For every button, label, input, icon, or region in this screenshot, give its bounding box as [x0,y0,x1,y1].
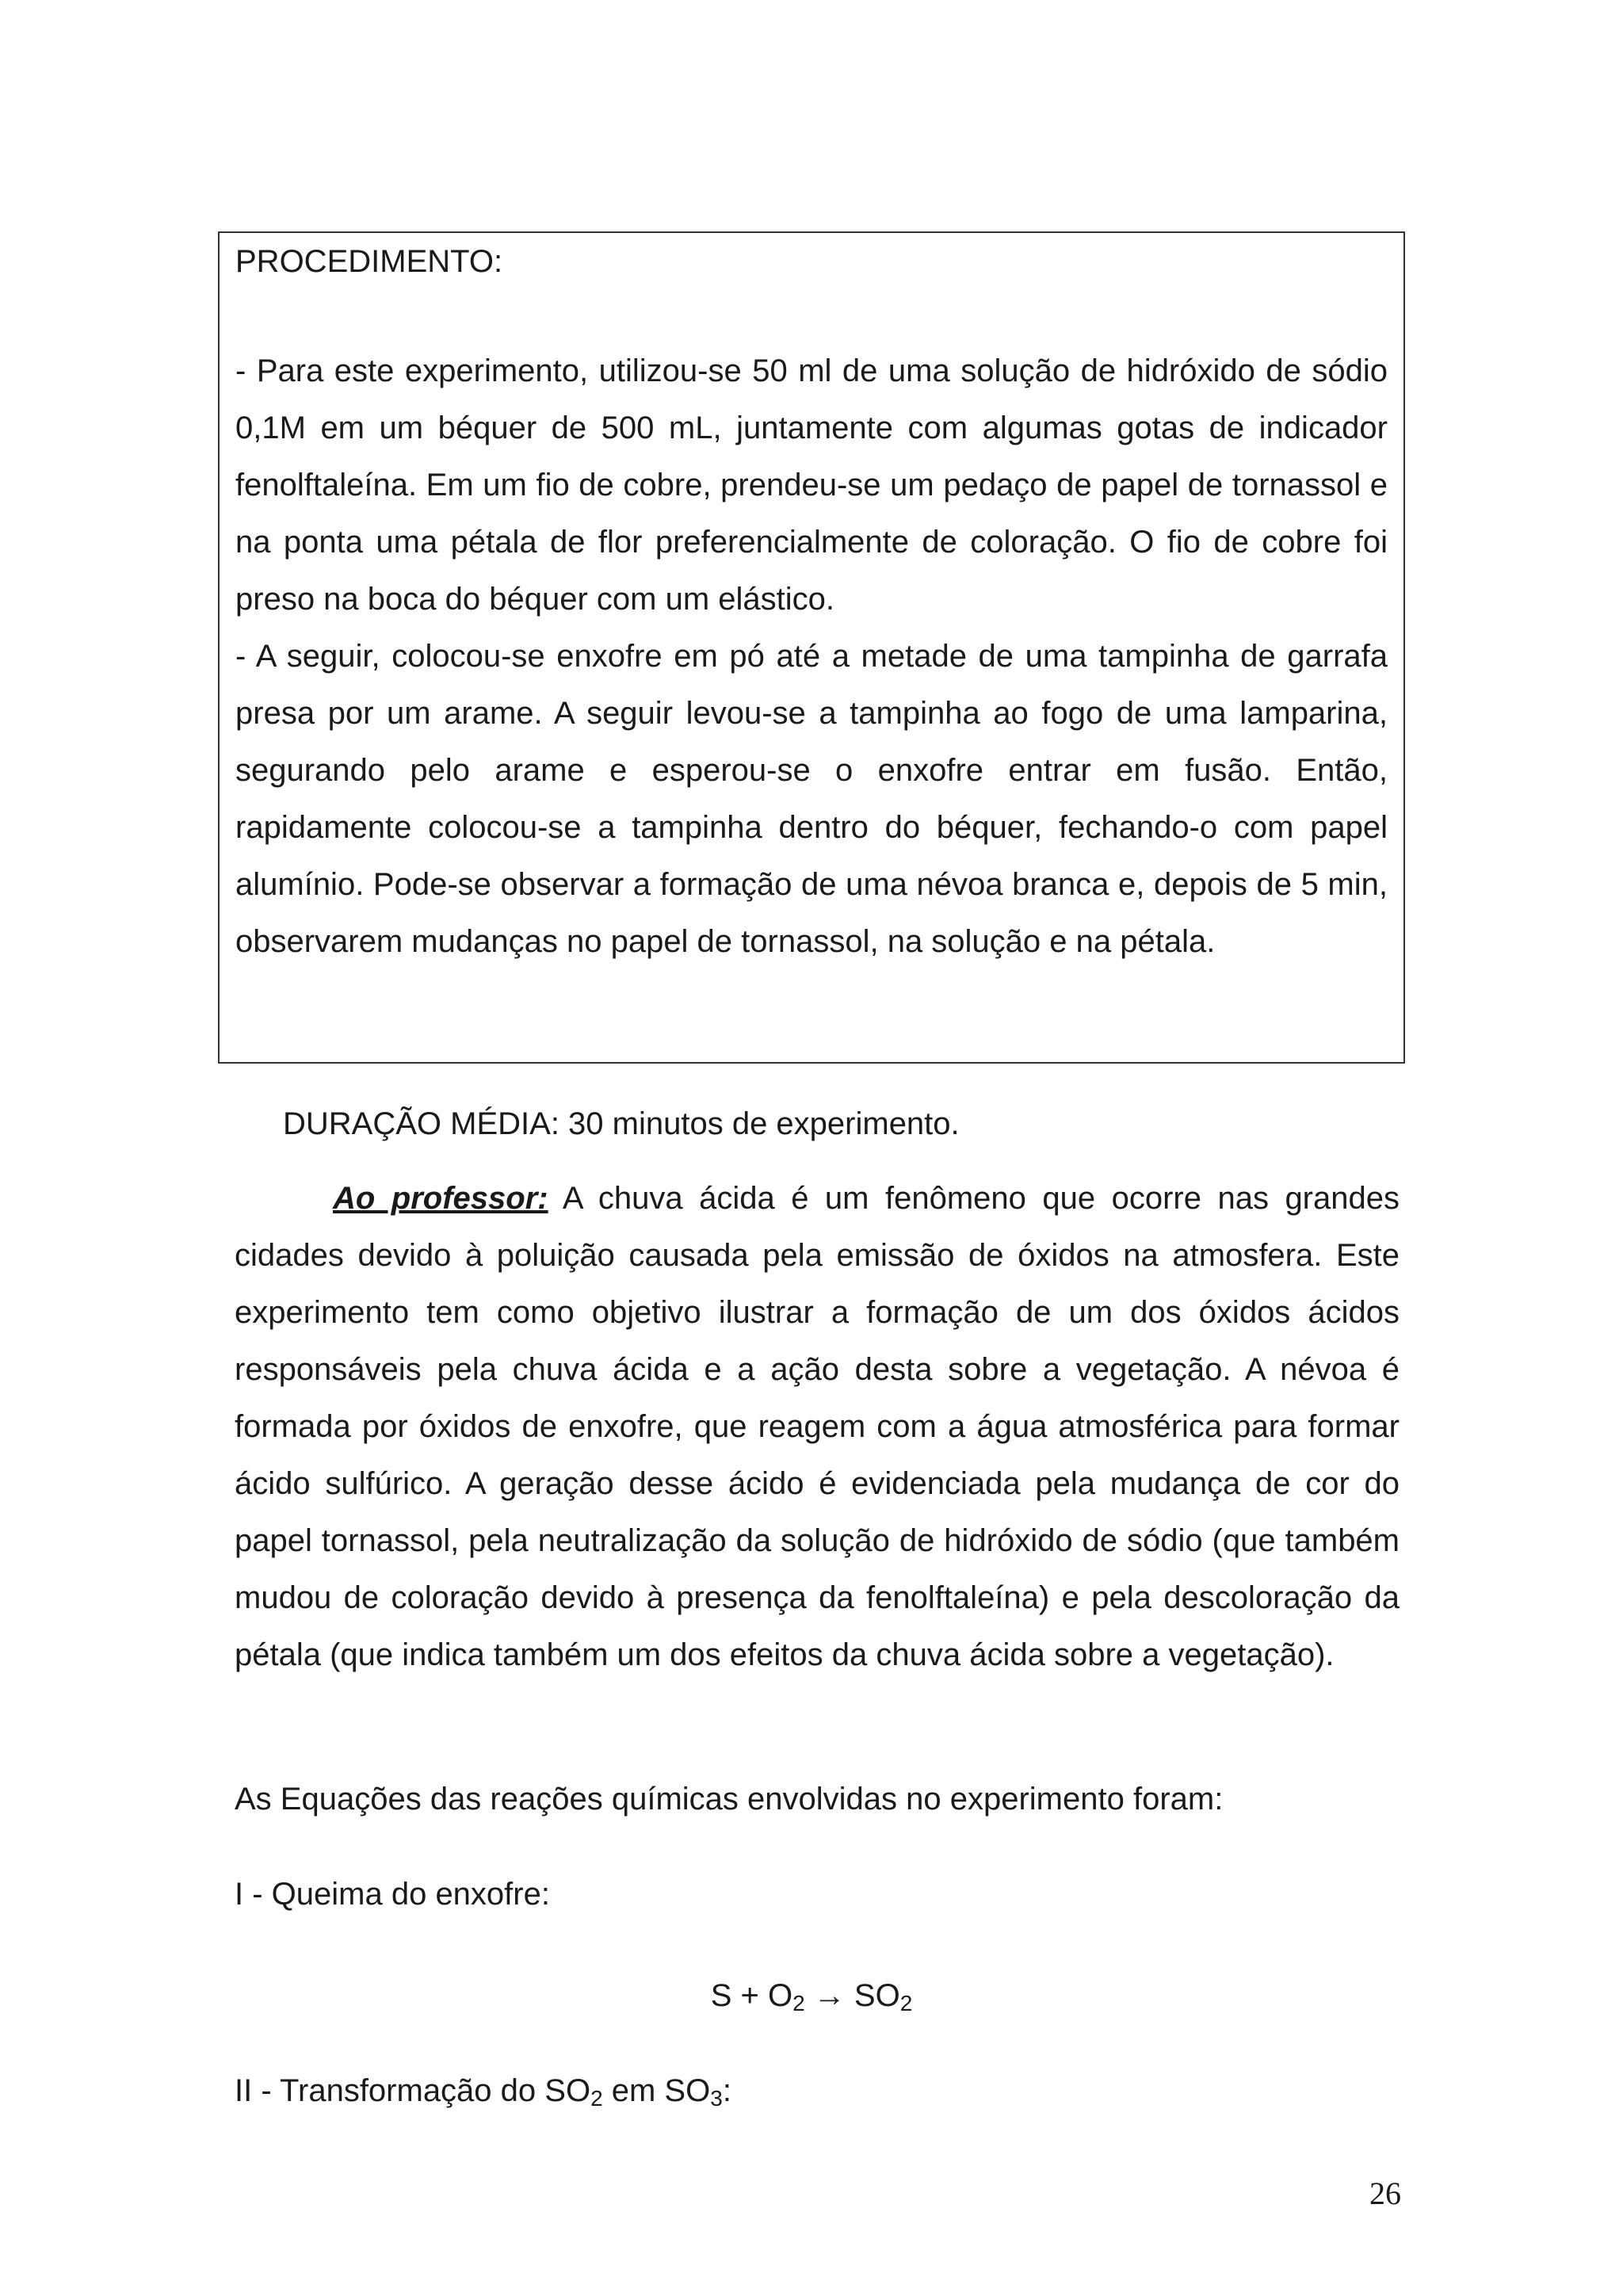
step-1-label: I - Queima do enxofre: [235,1877,550,1912]
step-2-label [235,2062,731,2119]
step-2-label-part: : [722,2073,731,2108]
procedure-paragraph-1: - Para este experimento, utilizou-se 50 ml de uma solução de hidróxido de sódio 0,1M em um béquer de 500 mL, juntamente com algumas gotas de indicador fenolftaleína. Em um fio de cobre, prendeu-se um pedaço de papel de tornassol e na ponta uma pétala de flor preferencialmente de coloração. O fio de cobre foi preso na boca do béquer com um elástico. [235,353,1388,617]
teacher-note-label: Ao professor: [333,1181,548,1216]
step-2-label-part: em SO [602,2073,711,2108]
equation-sulfur-burning [0,1967,1623,2024]
teacher-note [235,1170,1400,1683]
step-2-subscript: 3 [710,2086,723,2111]
equation-subscript: 2 [899,1991,913,2015]
procedure-paragraph-2: - A seguir, colocou-se enxofre em pó até a metade de uma tampinha de garrafa presa por um arame. A seguir levou-se a tampinha ao fogo de uma lamparina, segurando pelo arame e esperou-se o enxofre entrar em fusão. Então, rapidamente colocou-se a tampinha dentro do béquer, fechando-o com papel alumínio. Pode-se observar a formação de uma névoa branca e, depois de 5 min, observarem mudanças no papel de tornassol, na solução e na pétala. [235,639,1388,959]
duration-text: DURAÇÃO MÉDIA: 30 minutos de experimento. [283,1106,960,1141]
step-2-label-part: II - Transformação do SO [235,2073,591,2108]
equation-subscript: 2 [792,1991,805,2015]
teacher-note-text: A chuva ácida é um fenômeno que ocorre nas grandes cidades devido à poluição causada pela emissão de óxidos na atmosfera. Este experimento tem como objetivo ilustrar a formação de um dos óxidos ácidos responsáveis pela chuva ácida e a ação desta sobre a vegetação. A névoa é formada por óxidos de enxofre, que reagem com a água atmosférica para formar ácido sulfúrico. A geração desse ácido é evidenciada pela mudança de cor do papel tornassol, pela neutralização da solução de hidróxido de sódio (que também mudou de coloração devido à presença da fenolftaleína) e pela descoloração da pétala (que indica também um dos efeitos da chuva ácida sobre a vegetação). [235,1181,1400,1672]
page-number: 26 [1369,2176,1401,2211]
procedure-heading: PROCEDIMENTO: [235,244,503,279]
procedure-body [235,342,1388,970]
equations-intro: As Equações das reações químicas envolvidas no experimento foram: [235,1782,1224,1817]
step-2-subscript: 2 [590,2086,603,2111]
procedure-box [218,231,1405,1064]
equation-part: S + O [710,1978,793,2013]
equation-part: → SO [804,1978,900,2013]
